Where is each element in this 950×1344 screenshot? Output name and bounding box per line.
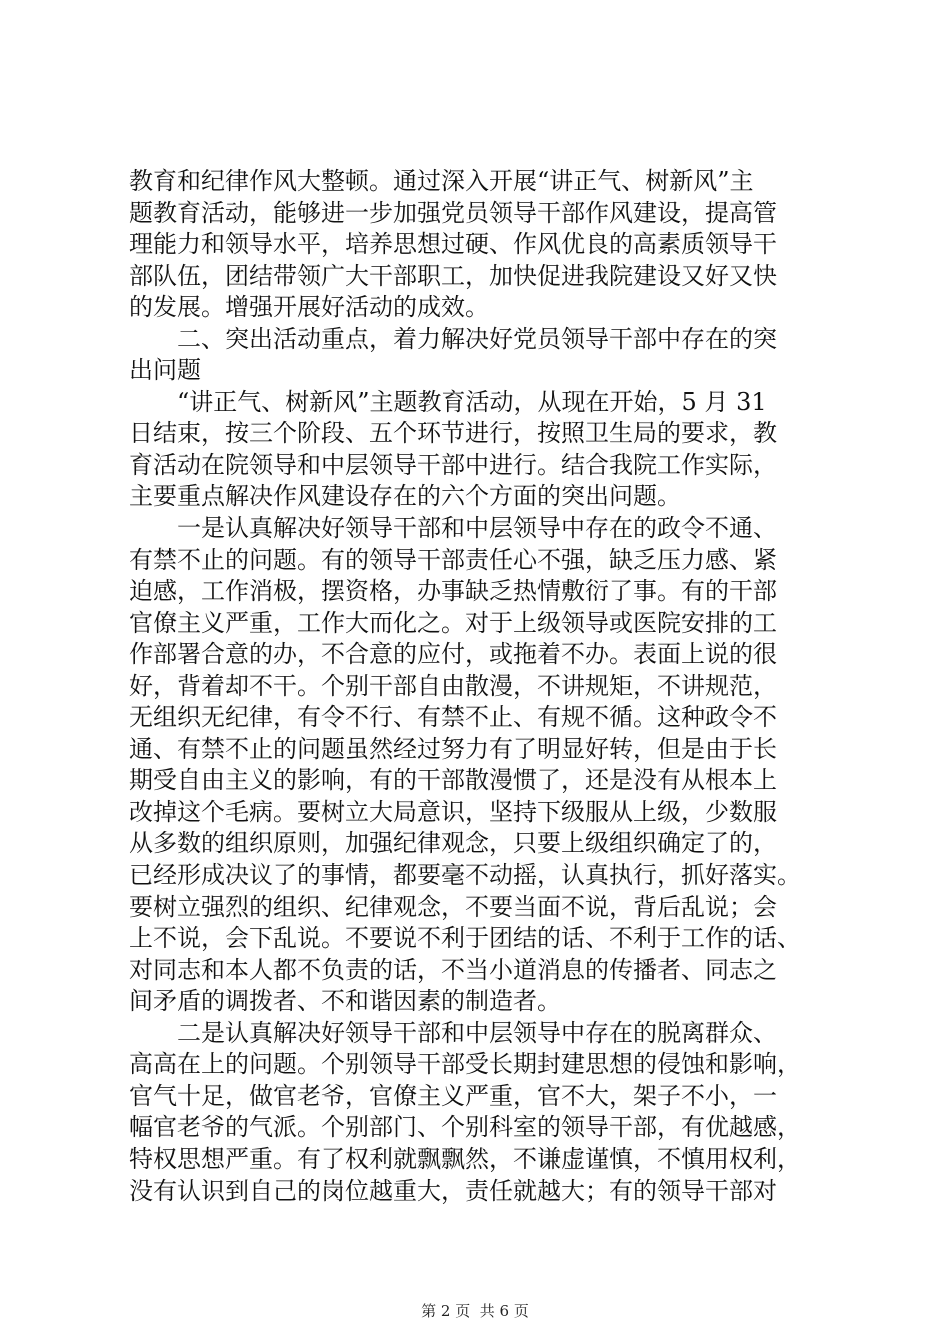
document-body	[129, 166, 829, 1207]
text-line: 改掉这个毛病。要树立大局意识，坚持下级服从上级，少数服	[129, 797, 777, 826]
text-line: 作部署合意的办，不合意的应付，或拖着不办。表面上说的很	[129, 640, 777, 669]
text-line: 特权思想严重。有了权利就飘飘然，不谦虚谨慎，不慎用权利，	[129, 1144, 801, 1173]
text-line: 从多数的组织原则，加强纪律观念，只要上级组织确定了的，	[129, 829, 777, 858]
text-line: 通、有禁不止的问题虽然经过努力有了明显好转，但是由于长	[129, 734, 777, 763]
text-line: “讲正气、树新风”主题教育活动，从现在开始，5 月 31	[177, 387, 767, 416]
text-line: 幅官老爷的气派。个别部门、个别科室的领导干部，有优越感，	[129, 1113, 801, 1142]
page-number-label: 第 2 页 共 6 页	[421, 1302, 529, 1320]
text-line: 高高在上的问题。个别领导干部受长期封建思想的侵蚀和影响，	[129, 1050, 801, 1079]
text-line: 二、突出活动重点，着力解决好党员领导干部中存在的突	[177, 324, 777, 353]
text-line: 无组织无纪律，有令不行、有禁不止、有规不循。这种政令不	[129, 703, 777, 732]
text-line: 出问题	[129, 356, 201, 385]
text-line: 育活动在院领导和中层领导干部中进行。结合我院工作实际，	[129, 450, 777, 479]
text-line: 主要重点解决作风建设存在的六个方面的突出问题。	[129, 482, 681, 511]
text-line: 好，背着却不干。个别干部自由散漫，不讲规矩，不讲规范，	[129, 671, 777, 700]
text-line: 期受自由主义的影响，有的干部散漫惯了，还是没有从根本上	[129, 766, 777, 795]
text-line: 上不说，会下乱说。不要说不利于团结的话、不利于工作的话、	[129, 924, 801, 953]
text-line: 一是认真解决好领导干部和中层领导中存在的政令不通、	[177, 514, 777, 543]
text-line: 题教育活动，能够进一步加强党员领导干部作风建设，提高管	[129, 198, 777, 227]
text-line: 官僚主义严重，工作大而化之。对于上级领导或医院安排的工	[129, 608, 777, 637]
text-line: 要树立强烈的组织、纪律观念，不要当面不说，背后乱说；会	[129, 892, 777, 921]
text-line: 二是认真解决好领导干部和中层领导中存在的脱离群众、	[177, 1018, 777, 1047]
text-line: 没有认识到自己的岗位越重大，责任就越大；有的领导干部对	[129, 1176, 777, 1205]
text-line: 官气十足，做官老爷，官僚主义严重，官不大，架子不小，一	[129, 1081, 777, 1110]
text-line: 部队伍，团结带领广大干部职工，加快促进我院建设又好又快	[129, 261, 777, 290]
text-line: 间矛盾的调拨者、不和谐因素的制造者。	[129, 987, 561, 1016]
text-line: 迫感，工作消极，摆资格，办事缺乏热情敷衍了事。有的干部	[129, 577, 777, 606]
text-line: 已经形成决议了的事情，都要毫不动摇，认真执行，抓好落实。	[129, 861, 801, 890]
text-line: 理能力和领导水平，培养思想过硬、作风优良的高素质领导干	[129, 230, 777, 259]
text-line: 日结束，按三个阶段、五个环节进行，按照卫生局的要求，教	[129, 419, 777, 448]
text-line: 教育和纪律作风大整顿。通过深入开展“讲正气、树新风”主	[129, 167, 754, 195]
text-line: 对同志和本人都不负责的话，不当小道消息的传播者、同志之	[129, 955, 777, 984]
text-line: 有禁不止的问题。有的领导干部责任心不强，缺乏压力感、紧	[129, 545, 777, 574]
page-footer	[0, 1300, 950, 1321]
text-line: 的发展。增强开展好活动的成效。	[129, 293, 489, 322]
